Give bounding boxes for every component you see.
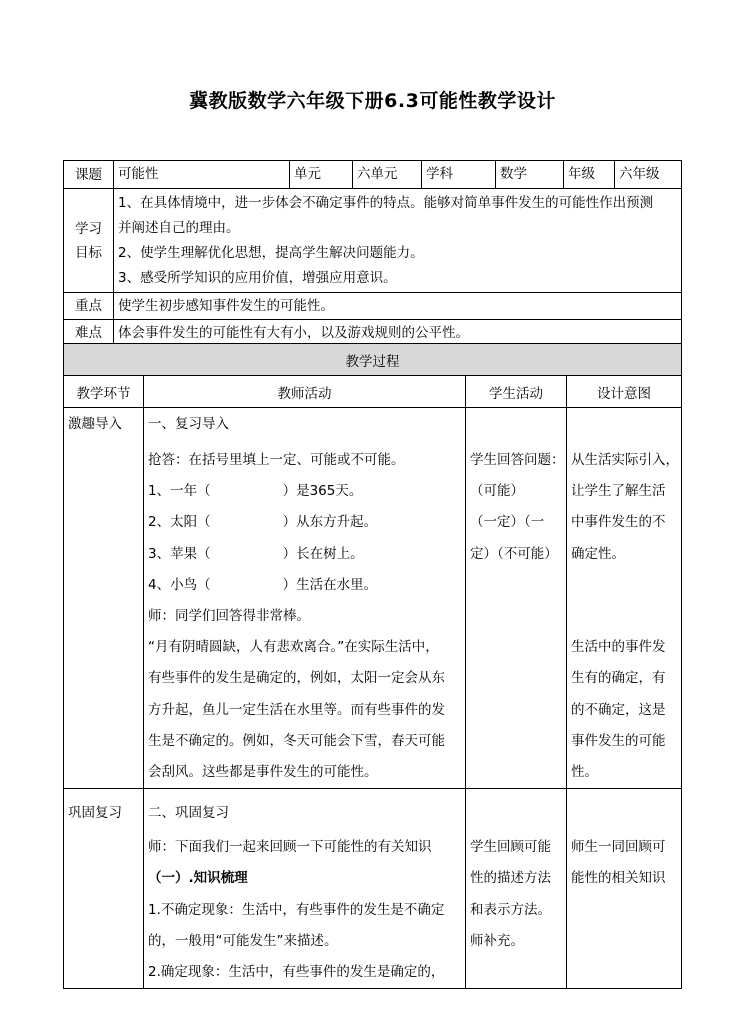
blank-text: 1、一年（: [148, 483, 211, 500]
goals-content: [114, 189, 682, 293]
teaching-process-table: [63, 343, 682, 989]
design-intent-cell: [567, 789, 682, 989]
fill-blank-line: [148, 539, 461, 570]
text-line: 学生回顾可能: [470, 839, 551, 856]
key-label: 重点: [64, 293, 114, 320]
text-line: [571, 601, 677, 632]
column-intent: 设计意图: [567, 376, 682, 408]
stage-cell: [64, 408, 144, 789]
goals-label-line-1: 学习: [75, 220, 102, 237]
student-activity-cell: [466, 789, 567, 989]
fill-blank-line: [148, 476, 461, 507]
process-columns-row: [64, 376, 682, 408]
text-line: 抢答：在括号里填上一定、可能或不可能。: [148, 452, 405, 468]
text-line: “月有阴晴圆缺，人有悲欢离合。”在实际生活中，: [148, 639, 439, 656]
blank-text: ）是365天。: [282, 483, 363, 500]
blank-text: 4、小鸟（: [148, 576, 211, 593]
text-line: 师：下面我们一起来回顾一下可能性的有关知识: [148, 839, 432, 856]
blank-text: ）从东方升起。: [282, 514, 378, 531]
text-line: 师生一同回顾可: [571, 839, 666, 856]
subject-value: 数学: [496, 161, 564, 189]
blank-text: ）生活在水里。: [282, 576, 378, 593]
subject-label: 学科: [422, 161, 496, 189]
text-line: 和表示方法。: [470, 901, 551, 918]
blank-text: 3、苹果（: [148, 545, 211, 562]
goal-line: 3、感受所学知识的应用价值，增强应用意识。: [118, 270, 397, 286]
stage-name: 激趣导入: [68, 416, 122, 432]
text-line: 定）（不可能）: [470, 545, 558, 562]
info-row-topic: [64, 161, 682, 189]
text-line: 二、巩固复习: [148, 805, 229, 822]
column-stage: 教学环节: [64, 376, 144, 408]
document-title: 冀教版数学六年级下册6.3可能性教学设计: [189, 90, 556, 112]
text-line: 事件发生的可能: [571, 732, 666, 749]
unit-value: 六单元: [353, 161, 422, 189]
goal-line: 2、使学生理解优化思想，提高学生解决问题能力。: [118, 245, 424, 261]
text-line: 2.确定现象：生活中，有些事件的发生是确定的，: [148, 964, 445, 981]
process-row-intro: [64, 408, 682, 789]
grade-value: 六年级: [615, 161, 682, 189]
fill-blank-line: [148, 507, 461, 538]
topic-value: 可能性: [114, 161, 290, 189]
text-line: 1.不确定现象：生活中，有些事件的发生是不确定: [148, 901, 445, 918]
teacher-activity-cell: [144, 408, 466, 789]
text-line: 会刮风。这些都是事件发生的可能性。: [148, 764, 378, 781]
process-row-review: [64, 789, 682, 989]
process-header-row: [64, 344, 682, 376]
text-line: 能性的相关知识: [571, 870, 666, 887]
text-line: （一定）（一: [470, 514, 545, 531]
text-line: 师补充。: [470, 932, 524, 949]
text-line: 师：同学们回答得非常棒。: [148, 608, 310, 625]
text-line: 性的描述方法: [470, 870, 551, 887]
text-line: 学生回答问题：: [470, 452, 565, 468]
blank-text: ）长在树上。: [282, 545, 364, 562]
text-line: 确定性。: [571, 545, 625, 562]
teacher-activity-cell: [144, 789, 466, 989]
student-activity-cell: [466, 408, 567, 789]
topic-label: 课题: [64, 161, 114, 189]
text-line: 生活中的事件发: [571, 639, 666, 656]
difficulty-label: 难点: [64, 320, 114, 347]
goal-line: 并阐述自己的理由。: [118, 220, 240, 236]
text-line: 的不确定，这是: [571, 701, 666, 718]
text-line: 生是不确定的。例如，冬天可能会下雪，春天可能: [148, 732, 445, 749]
grade-label: 年级: [564, 161, 615, 189]
process-header: 教学过程: [64, 344, 682, 376]
text-line: [571, 570, 677, 601]
text-line: （可能）: [470, 483, 524, 500]
text-line: 一、复习导入: [148, 416, 229, 432]
unit-label: 单元: [290, 161, 353, 189]
stage-name: 巩固复习: [68, 805, 122, 822]
fill-blank-line: [148, 570, 461, 601]
text-line: 让学生了解生活: [571, 483, 666, 500]
text-line: 性。: [571, 764, 598, 781]
info-row-key: [64, 293, 682, 320]
key-content: 使学生初步感知事件发生的可能性。: [114, 293, 682, 320]
goals-label-line-2: 目标: [75, 244, 102, 261]
info-row-goals: [64, 189, 682, 293]
text-line: 生有的确定，有: [571, 670, 666, 687]
column-student: 学生活动: [466, 376, 567, 408]
text-line: 中事件发生的不: [571, 514, 666, 531]
blank-text: 2、太阳（: [148, 514, 211, 531]
goals-label: [64, 189, 114, 293]
text-line: 的，一般用“可能发生”来描述。: [148, 932, 338, 949]
difficulty-content: 体会事件发生的可能性有大有小，以及游戏规则的公平性。: [114, 320, 682, 347]
lesson-info-table: [63, 160, 682, 347]
column-teacher: 教师活动: [144, 376, 466, 408]
stage-cell: [64, 789, 144, 989]
design-intent-cell: [567, 408, 682, 789]
text-line: 方升起，鱼儿一定生活在水里等。而有些事件的发: [148, 701, 445, 718]
section-heading: （一）.知识梳理: [148, 870, 248, 887]
text-line: 有些事件的发生是确定的，例如，太阳一定会从东: [148, 670, 445, 687]
text-line: 从生活实际引入，: [571, 452, 679, 468]
goal-line: 1、在具体情境中，进一步体会不确定事件的特点。能够对简单事件发生的可能性作出预测: [118, 195, 654, 211]
